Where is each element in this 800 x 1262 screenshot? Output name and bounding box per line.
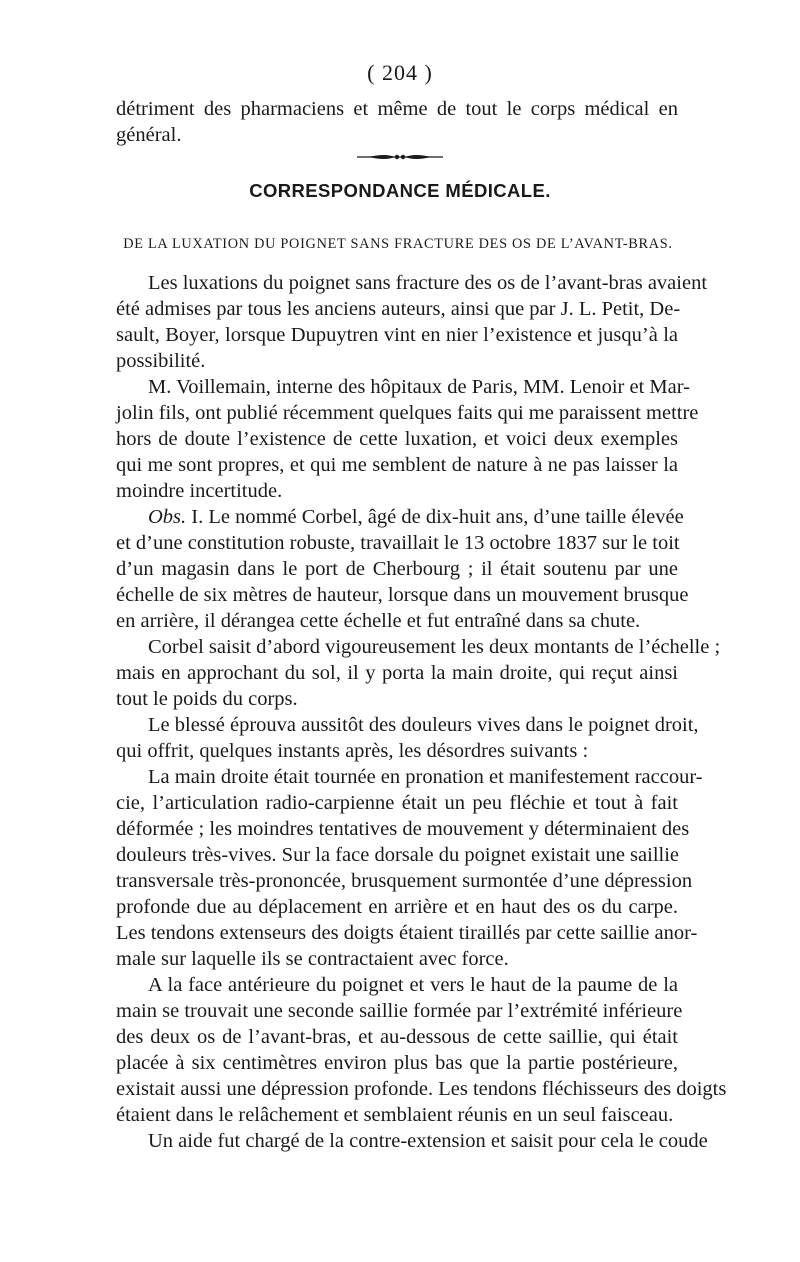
text-line: d’un magasin dans le port de Cherbourg ; il était soutenu par une [116,558,678,580]
paragraph-6 [116,764,703,972]
intro-paragraph [116,96,678,148]
text-line: étaient dans le relâchement et semblaient réunis en un seul faisceau. [116,1104,674,1126]
text-line: déformée ; les moindres tentatives de mouvement y déterminaient des [116,818,690,840]
text-line: mais en approchant du sol, il y porta la main droite, qui reçut ainsi [116,662,678,684]
text-line: et d’une constitution robuste, travaillait le 13 octobre 1837 sur le toit [116,532,680,554]
text-line: existait aussi une dépression profonde. Les tendons fléchisseurs des doigts [116,1078,727,1100]
text-line: général. [116,124,182,146]
text-line: en arrière, il dérangea cette échelle et fut entraîné dans sa chute. [116,610,641,632]
text-line: qui offrit, quelques instants après, les désordres suivants : [116,740,589,762]
obs-label: Obs. [148,506,187,528]
text-line: moindre incertitude. [116,480,283,502]
text-line: sault, Boyer, lorsque Dupuytren vint en nier l’existence et jusqu’à la [116,324,678,346]
paragraph-7 [116,972,727,1128]
page-number: ( 204 ) [367,60,433,85]
text-line: Un aide fut chargé de la contre-extension et saisit pour cela le coude [148,1130,708,1152]
ornament-divider-icon [355,152,445,162]
text-line: douleurs très-vives. Sur la face dorsale du poignet existait une saillie [116,844,680,866]
text-line: Corbel saisit d’abord vigoureusement les deux montants de l’échelle ; [148,636,721,658]
text-line: Le blessé éprouva aussitôt des douleurs vives dans le poignet droit, [148,714,699,736]
text-line: Les tendons extenseurs des doigts étaient tiraillés par cette saillie anor- [116,922,698,944]
text-line: A la face antérieure du poignet et vers le haut de la paume de la [148,974,678,996]
text-line: transversale très-prononcée, brusquement surmontée d’une dépression [116,870,693,892]
text-line: été admises par tous les anciens auteurs, ainsi que par J. L. Petit, De- [116,298,681,320]
text-line: échelle de six mètres de hauteur, lorsque dans un mouvement brusque [116,584,689,606]
text-line: profonde due au déplacement en arrière et en haut des os du carpe. [116,896,678,918]
paragraph-3 [116,504,689,634]
paragraph-8 [116,1128,708,1154]
article-title: DE LA LUXATION DU POIGNET SANS FRACTURE DES OS DE L’AVANT-BRAS. [123,236,673,252]
text-line: qui me sont propres, et qui me semblent de nature à ne pas laisser la [116,454,678,476]
text-line: placée à six centimètres environ plus bas que la partie postérieure, [116,1052,678,1074]
text-line: cie, l’articulation radio-carpienne était un peu fléchie et tout à fait [116,792,678,814]
text-line: hors de doute l’existence de cette luxation, et voici deux exemples [116,428,678,450]
paragraph-1 [116,270,708,374]
text-line: male sur laquelle ils se contractaient avec force. [116,948,509,970]
paragraph-4 [116,634,721,712]
text-line [116,504,684,530]
section-title: CORRESPONDANCE MÉDICALE. [249,180,551,201]
text-line: main se trouvait une seconde saillie formée par l’extrémité inférieure [116,1000,683,1022]
paragraph-2 [116,374,699,504]
text-line: tout le poids du corps. [116,688,298,710]
text-line: M. Voillemain, interne des hôpitaux de Paris, MM. Lenoir et Mar- [148,376,690,398]
text-line: détriment des pharmaciens et même de tout le corps médical en [116,98,678,120]
text-line: Les luxations du poignet sans fracture des os de l’avant-bras avaient [148,272,708,294]
text-line: possibilité. [116,350,206,372]
text-line: des deux os de l’avant-bras, et au-dessous de cette saillie, qui était [116,1026,678,1048]
text-line: jolin fils, ont publié récemment quelques faits qui me paraissent mettre [116,402,699,424]
text-line: La main droite était tournée en pronation et manifestement raccour- [148,766,703,788]
paragraph-5 [116,712,699,764]
obs-text: I. Le nommé Corbel, âgé de dix-huit ans, d’une taille élevée [186,506,684,528]
